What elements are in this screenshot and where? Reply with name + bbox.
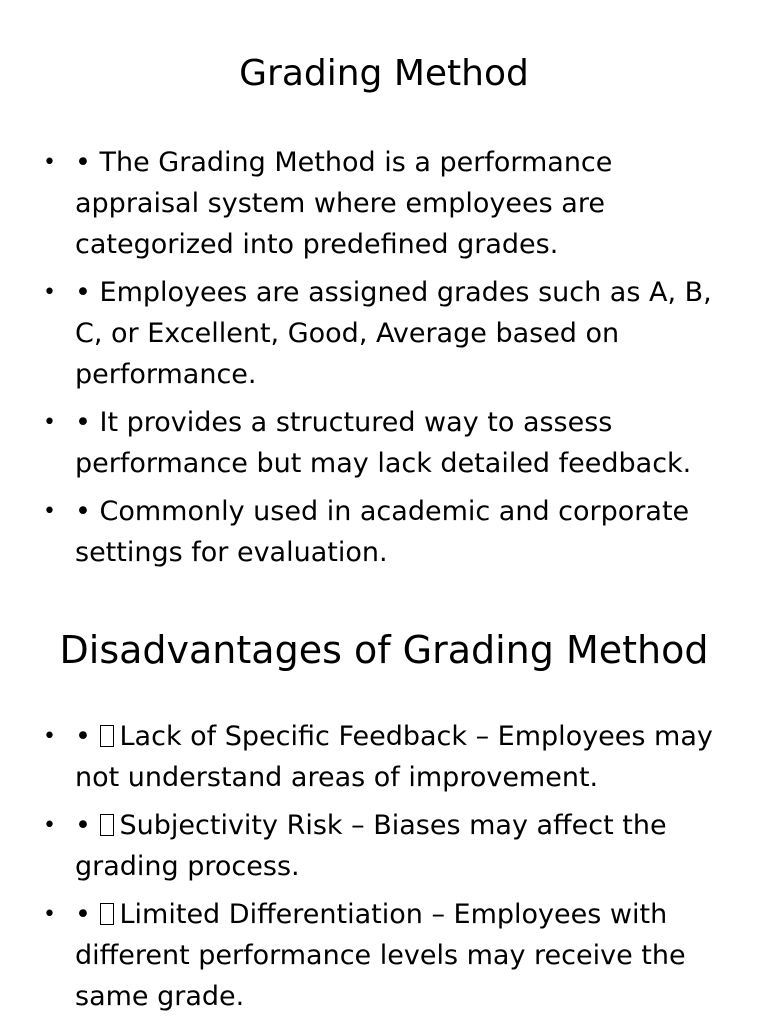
list-item: [0, 805, 768, 887]
missing-glyph-icon: [100, 725, 114, 747]
bullet-marker: •: [43, 813, 56, 838]
bullet-marker: •: [43, 410, 56, 435]
bullet-list: [0, 142, 768, 580]
bullet-text: • Employees are assigned grades such as A, B, C, or Excellent, Good, Average based on performance.: [75, 277, 712, 390]
bullet-list: [0, 716, 768, 1024]
slide-disadvantages: [0, 600, 768, 1024]
bullet-marker: •: [43, 280, 56, 305]
bullet-text: Limited Differentiation – Employees with different performance levels may receive the same grade.: [75, 899, 686, 1012]
bullet-marker: •: [43, 499, 56, 524]
bullet-marker: •: [43, 150, 56, 175]
list-item: [0, 142, 768, 265]
bullet-prefix: •: [75, 810, 100, 841]
list-item: [0, 716, 768, 798]
bullet-prefix: •: [75, 899, 100, 930]
slide-title: Disadvantages of Grading Method: [59, 628, 709, 672]
bullet-text: • It provides a structured way to assess performance but may lack detailed feedback.: [75, 407, 692, 479]
list-item: [0, 491, 768, 573]
missing-glyph-icon: [100, 903, 114, 925]
bullet-marker: •: [43, 902, 56, 927]
bullet-text: • The Grading Method is a performance appraisal system where employees are categorized into predefined grades.: [75, 147, 613, 260]
bullet-text: Lack of Specific Feedback – Employees may not understand areas of improvement.: [75, 721, 713, 793]
slide-title: Grading Method: [239, 53, 529, 94]
bullet-prefix: •: [75, 721, 100, 752]
list-item: [0, 272, 768, 395]
missing-glyph-icon: [100, 814, 114, 836]
bullet-marker: •: [43, 724, 56, 749]
bullet-text: • Commonly used in academic and corporate settings for evaluation.: [75, 496, 690, 568]
bullet-text: Subjectivity Risk – Biases may affect the grading process.: [75, 810, 667, 882]
list-item: [0, 402, 768, 484]
list-item: [0, 894, 768, 1017]
